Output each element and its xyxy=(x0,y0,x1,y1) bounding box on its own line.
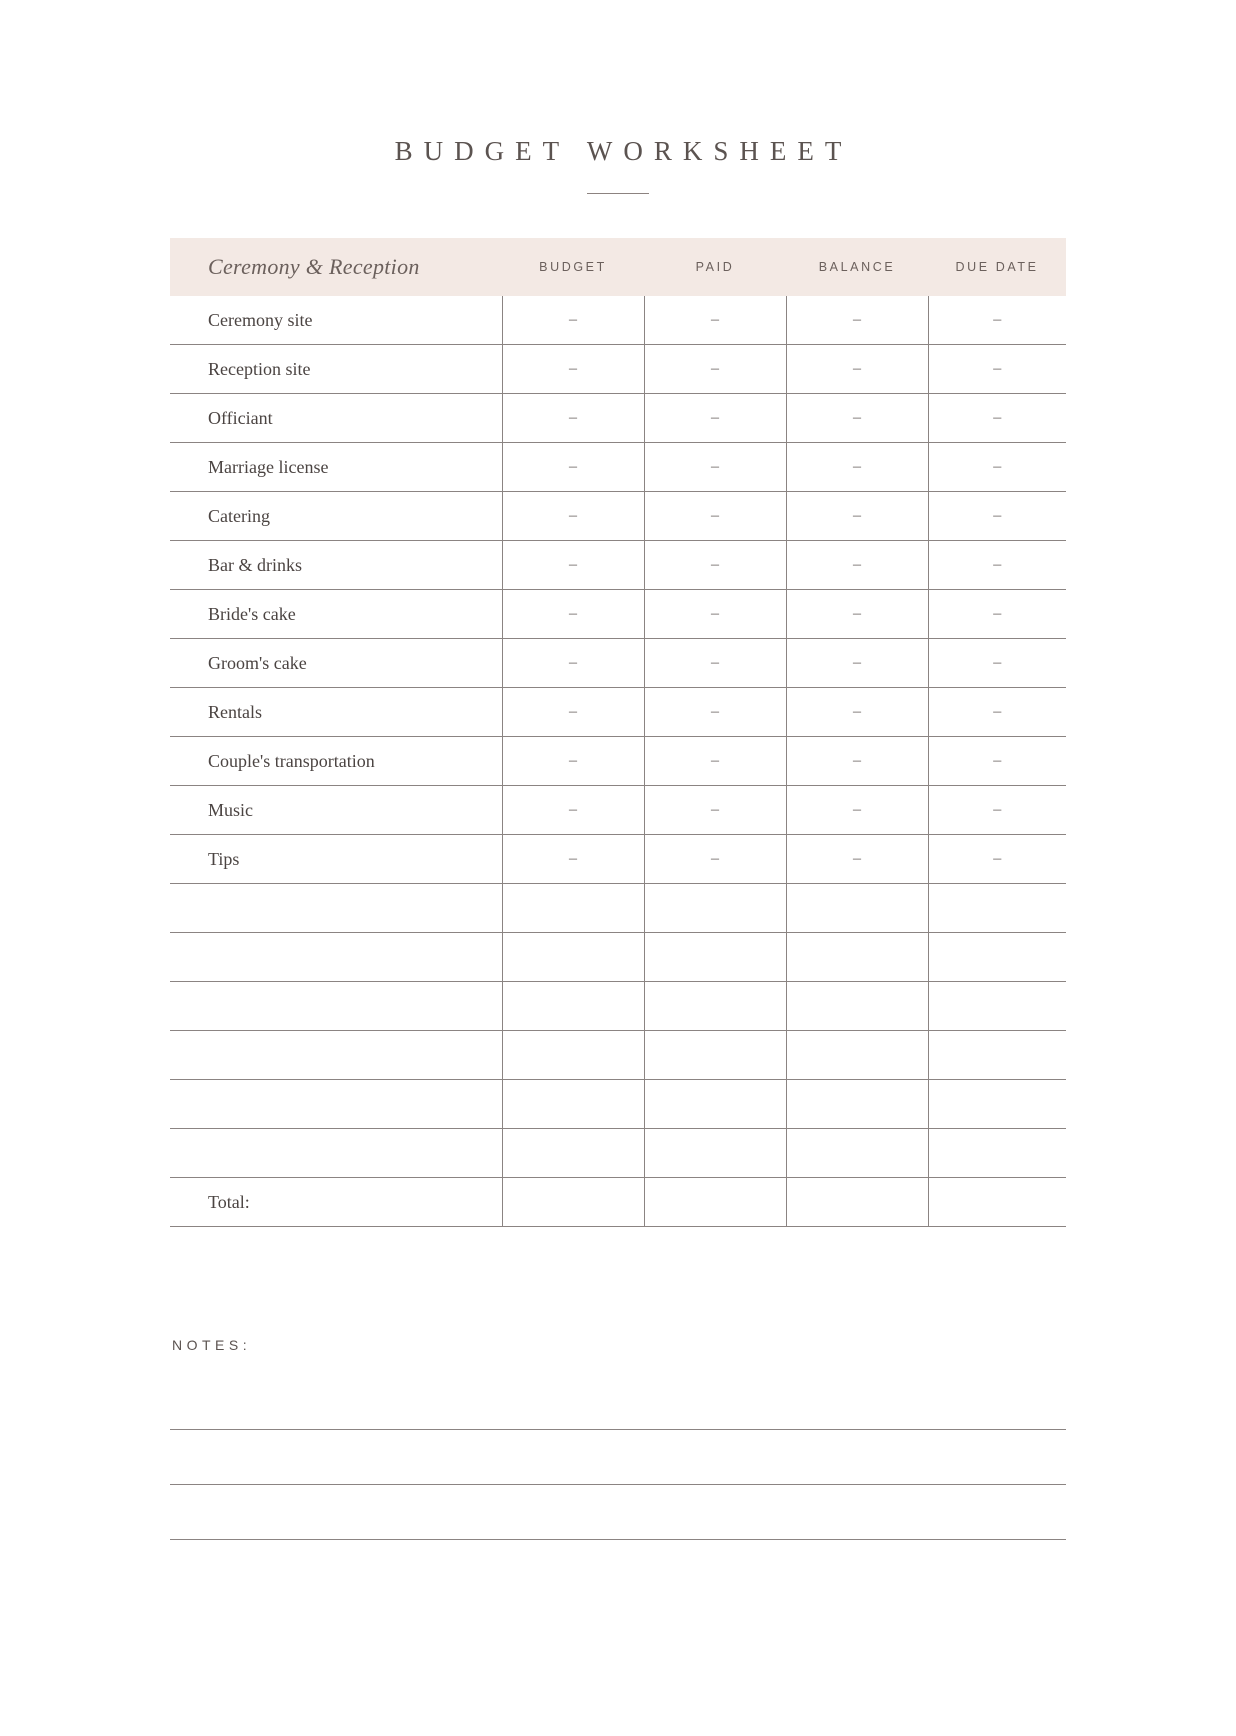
expense-name-cell[interactable] xyxy=(170,1129,502,1178)
table-row xyxy=(170,296,1066,345)
due-date-cell[interactable]: – xyxy=(928,639,1066,688)
expense-name-cell[interactable] xyxy=(170,884,502,933)
budget-worksheet-page xyxy=(0,136,1236,1736)
due-date-cell[interactable] xyxy=(928,884,1066,933)
budget-cell[interactable]: – xyxy=(502,492,644,541)
due-date-cell[interactable]: – xyxy=(928,394,1066,443)
paid-cell[interactable]: – xyxy=(644,835,786,884)
budget-cell[interactable] xyxy=(502,884,644,933)
table-row xyxy=(170,688,1066,737)
table-row xyxy=(170,541,1066,590)
expense-name-cell[interactable]: Rentals xyxy=(170,688,502,737)
paid-cell[interactable]: – xyxy=(644,541,786,590)
notes-line[interactable] xyxy=(170,1375,1066,1430)
expense-name-cell[interactable]: Groom's cake xyxy=(170,639,502,688)
balance-cell[interactable]: – xyxy=(786,835,928,884)
balance-cell[interactable] xyxy=(786,982,928,1031)
expense-name-cell[interactable]: Officiant xyxy=(170,394,502,443)
expense-name-cell[interactable]: Couple's transportation xyxy=(170,737,502,786)
balance-cell[interactable]: – xyxy=(786,639,928,688)
paid-cell[interactable]: – xyxy=(644,492,786,541)
table-header xyxy=(170,238,1066,296)
column-header-due-date: DUE DATE xyxy=(928,238,1066,296)
paid-cell[interactable] xyxy=(644,884,786,933)
table-row xyxy=(170,590,1066,639)
table-row xyxy=(170,884,1066,933)
budget-cell[interactable]: – xyxy=(502,590,644,639)
table-header-row xyxy=(170,238,1066,296)
due-date-cell[interactable] xyxy=(928,1178,1066,1227)
due-date-cell[interactable] xyxy=(928,933,1066,982)
expense-name-cell[interactable]: Ceremony site xyxy=(170,296,502,345)
expense-name-cell[interactable]: Bride's cake xyxy=(170,590,502,639)
table-row xyxy=(170,345,1066,394)
column-header-paid: PAID xyxy=(644,238,786,296)
balance-cell[interactable]: – xyxy=(786,296,928,345)
budget-cell[interactable] xyxy=(502,933,644,982)
paid-cell[interactable] xyxy=(644,1178,786,1227)
due-date-cell[interactable]: – xyxy=(928,443,1066,492)
expense-name-cell[interactable] xyxy=(170,1080,502,1129)
budget-cell[interactable] xyxy=(502,1129,644,1178)
paid-cell[interactable]: – xyxy=(644,345,786,394)
balance-cell[interactable]: – xyxy=(786,590,928,639)
balance-cell[interactable] xyxy=(786,1129,928,1178)
notes-label: NOTES: xyxy=(172,1337,252,1353)
budget-cell[interactable]: – xyxy=(502,688,644,737)
due-date-cell[interactable]: – xyxy=(928,296,1066,345)
balance-cell[interactable]: – xyxy=(786,737,928,786)
table-row xyxy=(170,1129,1066,1178)
balance-cell[interactable] xyxy=(786,1080,928,1129)
expense-name-cell[interactable]: Reception site xyxy=(170,345,502,394)
due-date-cell[interactable]: – xyxy=(928,590,1066,639)
budget-cell[interactable]: – xyxy=(502,345,644,394)
column-header-balance: BALANCE xyxy=(786,238,928,296)
balance-cell[interactable]: – xyxy=(786,443,928,492)
balance-cell[interactable] xyxy=(786,884,928,933)
notes-line[interactable] xyxy=(170,1485,1066,1540)
expense-name-cell[interactable]: Music xyxy=(170,786,502,835)
balance-cell[interactable] xyxy=(786,933,928,982)
notes-line[interactable] xyxy=(170,1430,1066,1485)
paid-cell[interactable]: – xyxy=(644,590,786,639)
budget-cell[interactable]: – xyxy=(502,639,644,688)
due-date-cell[interactable]: – xyxy=(928,688,1066,737)
due-date-cell[interactable] xyxy=(928,1129,1066,1178)
paid-cell[interactable] xyxy=(644,1080,786,1129)
due-date-cell[interactable]: – xyxy=(928,786,1066,835)
table-row xyxy=(170,933,1066,982)
due-date-cell[interactable] xyxy=(928,982,1066,1031)
expense-name-cell[interactable] xyxy=(170,933,502,982)
page-title: BUDGET WORKSHEET xyxy=(394,136,853,166)
due-date-cell[interactable]: – xyxy=(928,345,1066,394)
table-row xyxy=(170,492,1066,541)
budget-cell[interactable]: – xyxy=(502,541,644,590)
expense-name-cell[interactable]: Catering xyxy=(170,492,502,541)
budget-cell[interactable] xyxy=(502,1031,644,1080)
expense-name-cell[interactable] xyxy=(170,1031,502,1080)
due-date-cell[interactable]: – xyxy=(928,492,1066,541)
notes-section xyxy=(170,1337,1066,1540)
table-row xyxy=(170,443,1066,492)
balance-cell[interactable]: – xyxy=(786,345,928,394)
column-header-budget: BUDGET xyxy=(502,238,644,296)
table-row xyxy=(170,737,1066,786)
paid-cell[interactable]: – xyxy=(644,737,786,786)
table-body xyxy=(170,296,1066,1227)
balance-cell[interactable] xyxy=(786,1031,928,1080)
expense-name-cell[interactable]: Total: xyxy=(170,1178,502,1227)
due-date-cell[interactable] xyxy=(928,1080,1066,1129)
title-divider xyxy=(587,193,649,194)
paid-cell[interactable]: – xyxy=(644,639,786,688)
budget-cell[interactable]: – xyxy=(502,737,644,786)
balance-cell[interactable]: – xyxy=(786,786,928,835)
paid-cell[interactable]: – xyxy=(644,786,786,835)
expense-name-cell[interactable]: Bar & drinks xyxy=(170,541,502,590)
due-date-cell[interactable]: – xyxy=(928,835,1066,884)
budget-cell[interactable]: – xyxy=(502,786,644,835)
budget-table xyxy=(170,238,1066,1227)
table-row xyxy=(170,1080,1066,1129)
due-date-cell[interactable]: – xyxy=(928,541,1066,590)
balance-cell[interactable]: – xyxy=(786,492,928,541)
balance-cell[interactable] xyxy=(786,1178,928,1227)
budget-cell[interactable] xyxy=(502,982,644,1031)
budget-cell[interactable]: – xyxy=(502,394,644,443)
table-row xyxy=(170,786,1066,835)
balance-cell[interactable]: – xyxy=(786,541,928,590)
budget-cell[interactable]: – xyxy=(502,835,644,884)
expense-name-cell[interactable]: Marriage license xyxy=(170,443,502,492)
table-row xyxy=(170,1031,1066,1080)
table-row xyxy=(170,1178,1066,1227)
paid-cell[interactable]: – xyxy=(644,394,786,443)
expense-name-cell[interactable] xyxy=(170,982,502,1031)
balance-cell[interactable]: – xyxy=(786,688,928,737)
due-date-cell[interactable]: – xyxy=(928,737,1066,786)
budget-cell[interactable]: – xyxy=(502,443,644,492)
paid-cell[interactable] xyxy=(644,1129,786,1178)
due-date-cell[interactable] xyxy=(928,1031,1066,1080)
budget-cell[interactable] xyxy=(502,1178,644,1227)
table-row xyxy=(170,835,1066,884)
paid-cell[interactable] xyxy=(644,933,786,982)
budget-cell[interactable]: – xyxy=(502,296,644,345)
column-header-section: Ceremony & Reception xyxy=(170,238,502,296)
paid-cell[interactable]: – xyxy=(644,688,786,737)
paid-cell[interactable]: – xyxy=(644,443,786,492)
table-row xyxy=(170,394,1066,443)
paid-cell[interactable] xyxy=(644,1031,786,1080)
expense-name-cell[interactable]: Tips xyxy=(170,835,502,884)
balance-cell[interactable]: – xyxy=(786,394,928,443)
paid-cell[interactable] xyxy=(644,982,786,1031)
table-row xyxy=(170,639,1066,688)
paid-cell[interactable]: – xyxy=(644,296,786,345)
budget-table-container xyxy=(170,238,1066,1227)
budget-cell[interactable] xyxy=(502,1080,644,1129)
table-row xyxy=(170,982,1066,1031)
